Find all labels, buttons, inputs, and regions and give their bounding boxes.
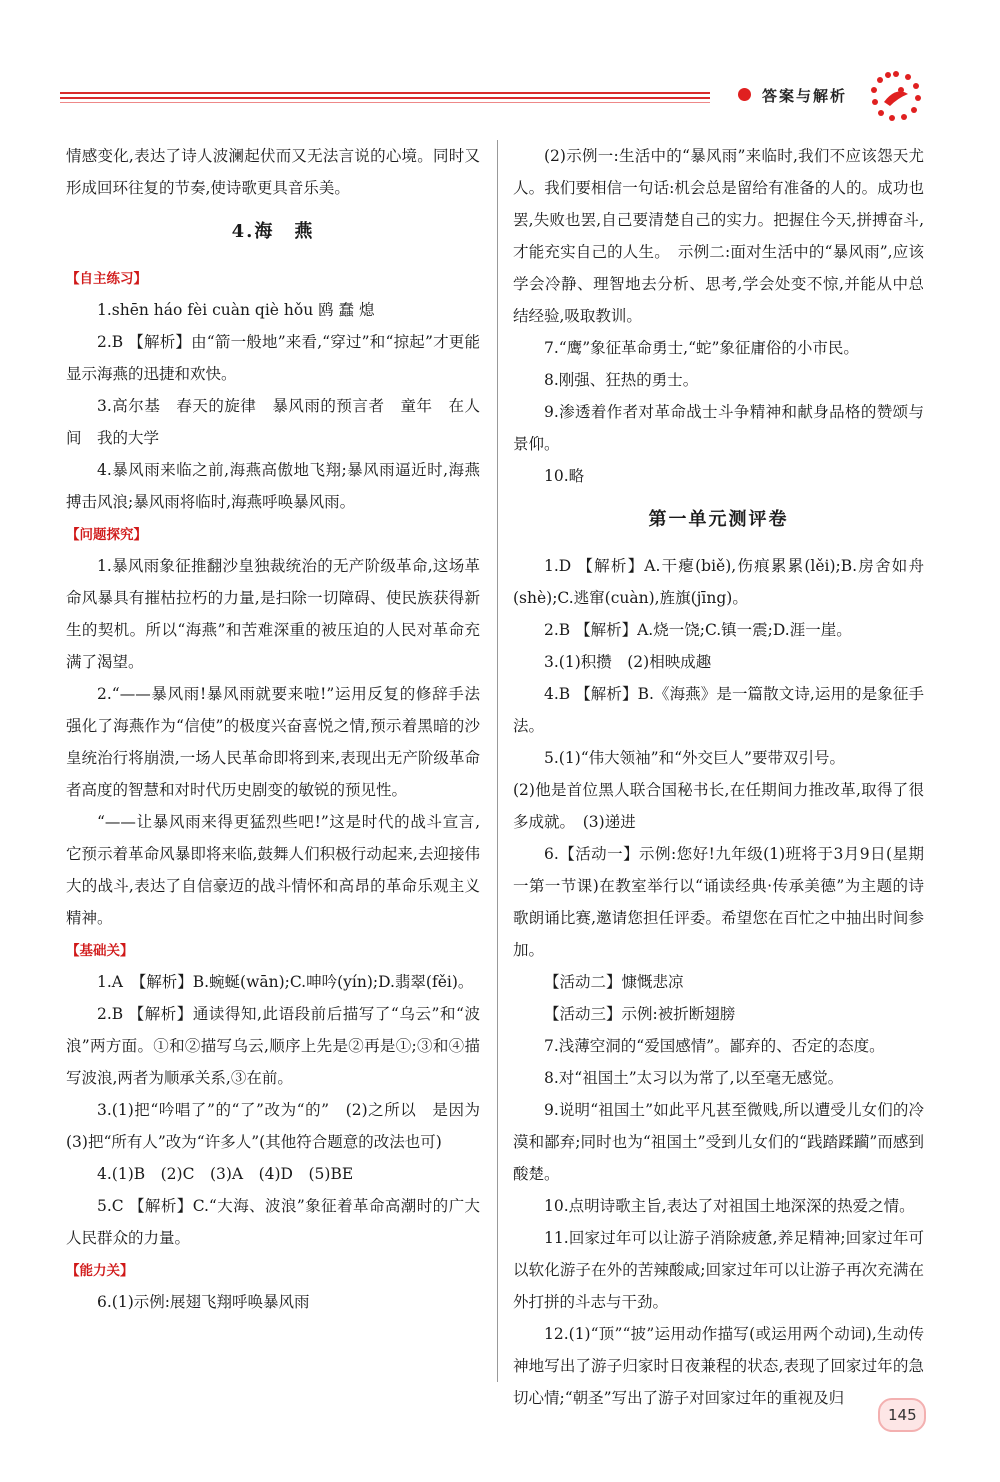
section-tag: 【能力关】 bbox=[66, 1263, 134, 1279]
answer-paragraph: (2)他是首位黑人联合国秘书长,在任期间力推改革,取得了很多成就。 (3)递进 bbox=[513, 781, 924, 831]
section-tag-row bbox=[66, 518, 480, 550]
answer-paragraph: 9.说明“祖国土”如此平凡甚至微贱,所以遭受儿女们的冷漠和鄙弃;同时也为“祖国土”受到儿女们的“践踏蹂躏”而感到酸楚。 bbox=[513, 1101, 924, 1183]
header-bullet-icon bbox=[738, 88, 751, 101]
section-title: 第一单元测评卷 bbox=[648, 509, 789, 530]
header-rule bbox=[60, 92, 710, 104]
section-tag-row bbox=[66, 262, 480, 294]
answer-paragraph: 7.“鹰”象征革命勇士,“蛇”象征庸俗的小市民。 bbox=[544, 339, 859, 357]
answer-paragraph: 【活动二】慷慨悲凉 bbox=[544, 973, 684, 991]
answer-paragraph: 9.渗透着作者对革命战士斗争精神和献身品格的赞颂与景仰。 bbox=[513, 403, 924, 453]
answer-paragraph: 3.高尔基 春天的旋律 暴风雨的预言者 童年 在人间 我的大学 bbox=[66, 397, 480, 447]
answer-paragraph: 2.B 【解析】由“箭一般地”来看,“穿过”和“掠起”才更能显示海燕的迅捷和欢快。 bbox=[66, 333, 480, 383]
page-number: 145 bbox=[888, 1406, 917, 1424]
right-column bbox=[513, 140, 924, 1414]
answer-paragraph: 3.(1)积攒 (2)相映成趣 bbox=[544, 653, 712, 671]
answer-paragraph: (2)示例一:生活中的“暴风雨”来临时,我们不应该怨天尤人。我们要相信一句话:机会总是留给有准备的人的。成功也罢,失败也罢,自己要清楚自己的实力。把握住今天,拼搏奋斗,才能充实自己的人生。 示例二:面对生活中的“暴风雨”,应该学会冷静、理智地去分析、思考,学会处变不惊,并能从中总结经验,吸取教训。 bbox=[513, 147, 924, 325]
answer-paragraph: 4.(1)B (2)C (3)A (4)D (5)BE bbox=[97, 1165, 354, 1183]
answer-paragraph: 2.B 【解析】通读得知,此语段前后描写了“乌云”和“波浪”两方面。①和②描写乌云,顺序上先是②再是①;③和④描写波浪,两者为顺承关系,③在前。 bbox=[66, 1005, 480, 1087]
answer-paragraph: “——让暴风雨来得更猛烈些吧!”这是时代的战斗宣言,它预示着革命风暴即将来临,鼓舞人们积极行动起来,去迎接伟大的战斗,表达了自信豪迈的战斗情怀和高昂的革命乐观主义精神。 bbox=[66, 813, 480, 927]
section-tag-row bbox=[66, 1254, 480, 1286]
answer-paragraph: 10.点明诗歌主旨,表达了对祖国土地深深的热爱之情。 bbox=[544, 1197, 915, 1215]
answer-paragraph: 12.(1)“顶”“披”运用动作描写(或运用两个动词),生动传神地写出了游子归家时日夜兼程的状态,表现了回家过年的急切心情;“朝圣”写出了游子对回家过年的重视及归 bbox=[513, 1325, 924, 1407]
answer-paragraph: 6.(1)示例:展翅飞翔呼唤暴风雨 bbox=[97, 1293, 310, 1311]
answer-paragraph: 1.shēn háo fèi cuàn qiè hǒu 鸥 蠢 熄 bbox=[97, 301, 375, 319]
left-column bbox=[66, 140, 496, 1318]
section-title: 4.海 燕 bbox=[231, 221, 315, 242]
answer-paragraph: 6.【活动一】示例:您好!九年级(1)班将于3月9日(星期一第一节课)在教室举行以“诵读经典·传承美德”为主题的诗歌朗诵比赛,邀请您担任评委。希望您在百忙之中抽出时间参加。 bbox=[513, 845, 924, 959]
answer-paragraph: 4.暴风雨来临之前,海燕高傲地飞翔;暴风雨逼近时,海燕搏击风浪;暴风雨将临时,海燕呼唤暴风雨。 bbox=[66, 461, 480, 511]
answer-paragraph: 1.D 【解析】A.干瘪(biě),伤痕累累(lěi);B.房舍如舟(shè);C.逃窜(cuàn),旌旗(jīng)。 bbox=[513, 557, 924, 607]
answer-paragraph: 7.浅薄空洞的“爱国感情”。鄙弃的、否定的态度。 bbox=[544, 1037, 885, 1055]
answer-paragraph: 【活动三】示例:被折断翅膀 bbox=[544, 1005, 736, 1023]
answer-paragraph: 1.A 【解析】B.蜿蜒(wān);C.呻吟(yín);D.翡翠(fěi)。 bbox=[97, 973, 474, 991]
header-logo-icon bbox=[868, 68, 924, 124]
section-tag: 【问题探究】 bbox=[66, 527, 147, 543]
section-tag-row bbox=[66, 934, 480, 966]
header-title: 答案与解析 bbox=[762, 87, 848, 105]
answer-paragraph: 情感变化,表达了诗人波澜起伏而又无法言说的心境。同时又形成回环往复的节奏,使诗歌更具音乐美。 bbox=[66, 147, 480, 197]
answer-paragraph: 5.C 【解析】C.“大海、波浪”象征着革命高潮时的广大人民群众的力量。 bbox=[66, 1197, 480, 1247]
answer-paragraph: 2.“——暴风雨!暴风雨就要来啦!”运用反复的修辞手法强化了海燕作为“信使”的极度兴奋喜悦之情,预示着黑暗的沙皇统治行将崩溃,一场人民革命即将到来,表现出无产阶级革命者高度的智慧和对时代历史剧变的敏锐的预见性。 bbox=[66, 685, 480, 799]
answer-paragraph: 3.(1)把“吟唱了”的“了”改为“的” (2)之所以 是因为 (3)把“所有人”改为“许多人”(其他符合题意的改法也可) bbox=[66, 1101, 496, 1151]
answer-paragraph: 2.B 【解析】A.烧一饶;C.镇一震;D.涯一崖。 bbox=[544, 621, 852, 639]
answer-paragraph: 1.暴风雨象征推翻沙皇独裁统治的无产阶级革命,这场革命风暴具有摧枯拉朽的力量,是扫除一切障碍、使民族获得新生的契机。所以“海燕”和苦难深重的被压迫的人民对革命充满了渴望。 bbox=[66, 557, 480, 671]
answer-paragraph: 8.对“祖国土”太习以为常了,以至毫无感觉。 bbox=[544, 1069, 844, 1087]
column-divider bbox=[497, 140, 498, 1382]
answer-paragraph: 5.(1)“伟大领袖”和“外交巨人”要带双引号。 bbox=[544, 749, 845, 767]
section-tag: 【自主练习】 bbox=[66, 271, 147, 287]
answer-paragraph: 8.刚强、狂热的勇士。 bbox=[544, 371, 699, 389]
answer-paragraph: 11.回家过年可以让游子消除疲惫,养足精神;回家过年可以软化游子在外的苦辣酸咸;回家过年可以让游子再次充满在外打拼的斗志与干劲。 bbox=[513, 1229, 924, 1311]
answer-paragraph: 10.略 bbox=[544, 467, 585, 485]
answer-paragraph: 4.B 【解析】B.《海燕》是一篇散文诗,运用的是象征手法。 bbox=[513, 685, 924, 735]
section-tag: 【基础关】 bbox=[66, 943, 134, 959]
